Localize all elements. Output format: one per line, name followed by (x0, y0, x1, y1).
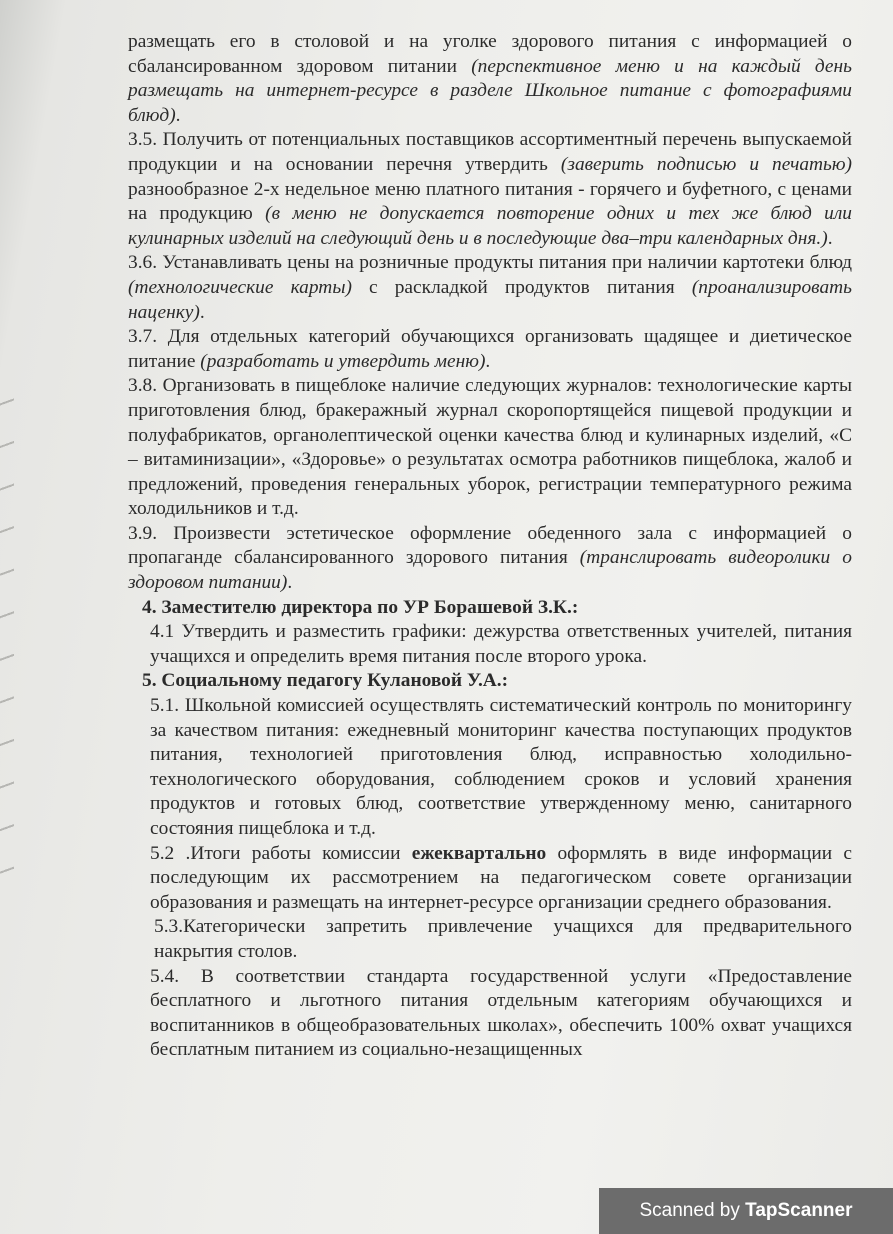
paragraph-menu-placement: размещать его в столовой и на уголке здорового питания с информацией о сбалансированном здоровом питании (перспективное меню и на каждый день размещать на интернет-ресурсе в разделе Школьное питание с фотографиями блюд). (128, 31, 852, 126)
paragraph-5-2: 5.2 .Итоги работы комиссии ежеквартально оформлять в виде информации с последующим их рассмотрением на педагогическом совете организации образования и размещать на интернет-ресурсе организации среднего образования. (150, 842, 852, 913)
paragraph-3-7: 3.7. Для отдельных категорий обучающихся организовать щадящее и диетическое питание (разработать и утвердить меню). (128, 326, 852, 372)
paragraph-3-8: 3.8. Организовать в пищеблоке наличие следующих журналов: технологические карты приготовления блюд, бракеражный журнал скоропортящейся пищевой продукции и полуфабрикатов, органолептической оценки качества блюд и кулинарных изделий, «С – витаминизации», «Здоровье» о результатах осмотра работников пищеблока, жалоб и предложений, проведения генеральных уборок, регистрации температурного режима холодильников и т.д. (128, 375, 852, 520)
paragraph-4-1: 4.1 Утвердить и разместить графики: дежурства ответственных учителей, питания учащихся и определить время питания после второго урока. (150, 621, 852, 667)
paragraph-5-4: 5.4. В соответствии стандарта государственной услуги «Предоставление бесплатного и льготного питания отдельным категориям обучающихся и воспитанников в общеобразовательных школах», обеспечить 100% охват учащихся бесплатным питанием из социально-незащищенных (150, 965, 852, 1061)
paragraph-3-5: 3.5. Получить от потенциальных поставщиков ассортиментный перечень выпускаемой продукции и на основании перечня утвердить (заверить подписью и печатью) разнообразное 2-х недельное меню платного питания - горячего и буфетного, с ценами на продукцию (в меню не допускается повторение одних и тех же блюд или кулинарных изделий на следующий день и в последующие два–три календарных дня.). (128, 129, 852, 249)
document-text (128, 30, 852, 1063)
paragraph-3-6: 3.6. Устанавливать цены на розничные продукты питания при наличии картотеки блюд (технологические карты) с раскладкой продуктов питания (проанализировать наценку). (128, 252, 852, 323)
margin-scribbles (0, 380, 14, 880)
heading-section-5: 5. Социальному педагогу Кулановой У.А.: (142, 670, 509, 692)
heading-section-4: 4. Заместителю директора по УР Борашевой З.К.: (142, 596, 579, 618)
paragraph-5-3: 5.3.Категорически запретить привлечение учащихся для предварительного накрытия столов. (154, 916, 852, 962)
scanner-watermark: Scanned by TapScanner (599, 1188, 893, 1234)
paragraph-3-9: 3.9. Произвести эстетическое оформление обеденного зала с информацией о пропаганде сбалансированного здорового питания (транслировать видеоролики о здоровом питании). (128, 522, 852, 594)
paragraph-5-1: 5.1. Школьной комиссией осуществлять систематический контроль по мониторингу за качеством питания: ежедневный мониторинг качества поступающих продуктов питания, технологией приготовления блюд, исправностью холодильно-технологического оборудования, соблюдением сроков и условий хранения продуктов и готовых блюд, соответствие утвержденному меню, санитарного состояния пищеблока и т.д. (150, 695, 852, 839)
